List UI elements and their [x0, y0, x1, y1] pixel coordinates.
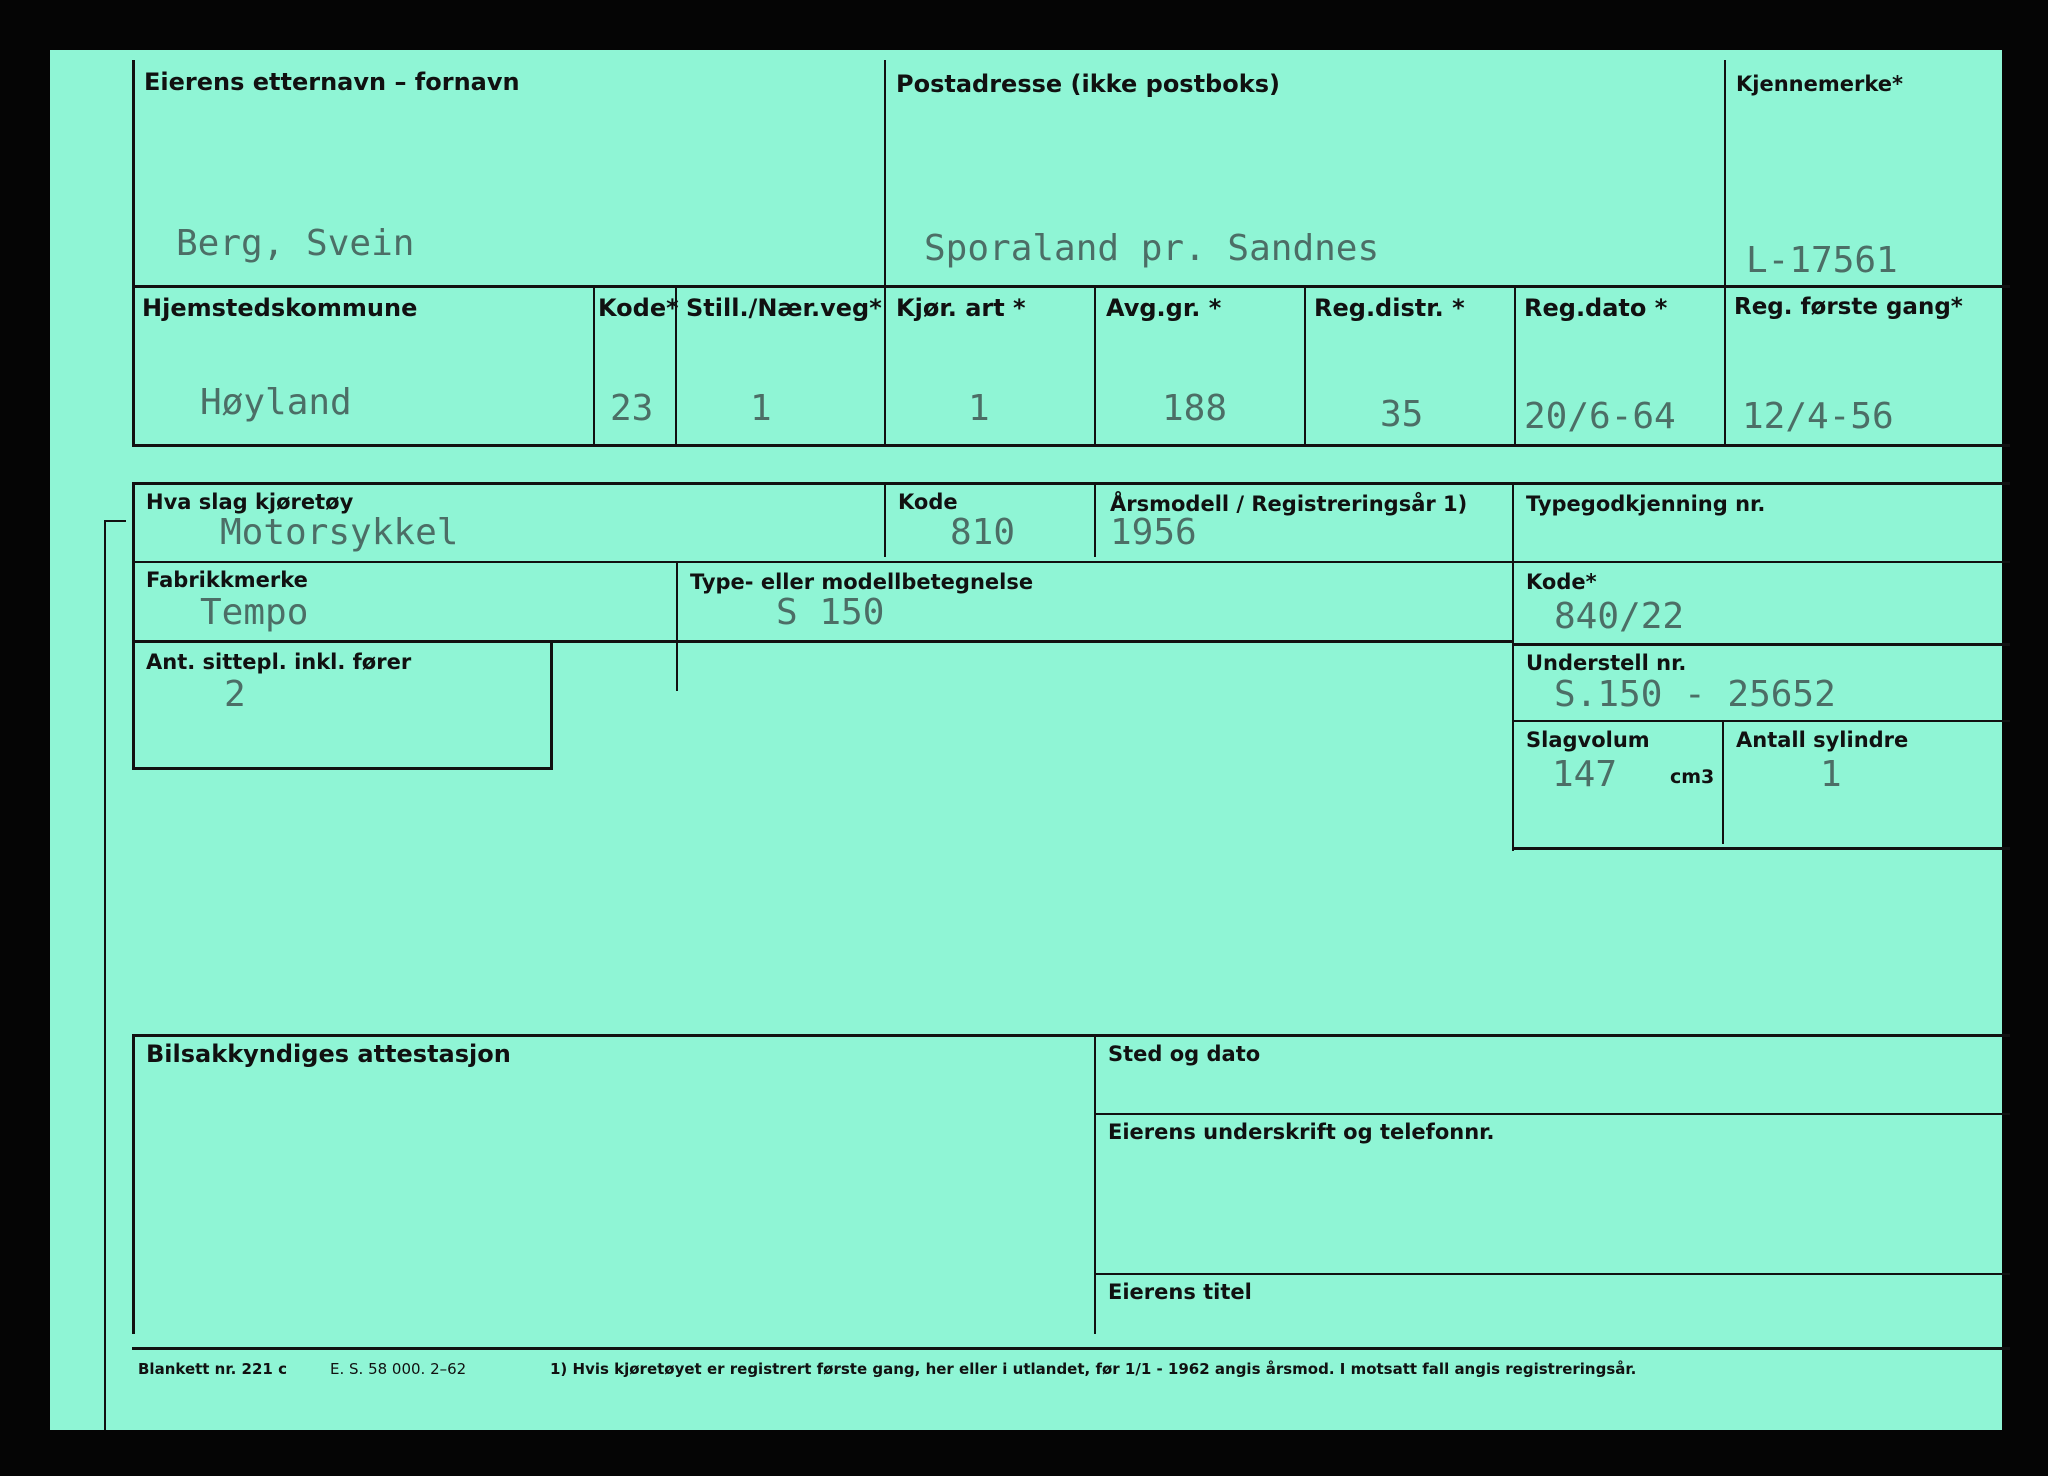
seats-value: 2: [224, 674, 246, 715]
divider: [884, 60, 886, 447]
reg-distr-value: 35: [1380, 394, 1424, 435]
divider: [132, 444, 2010, 447]
divider: [132, 60, 135, 447]
divider: [1096, 1273, 2010, 1275]
kjor-art-value: 1: [968, 388, 990, 429]
displacement-value: 147: [1552, 754, 1618, 795]
cm3-label: cm3: [1670, 766, 1715, 788]
plate-value: L-17561: [1746, 240, 1898, 281]
seats-label: Ant. sittepl. inkl. fører: [146, 650, 412, 674]
divider: [132, 561, 1512, 563]
divider: [1094, 287, 1096, 445]
type-approval-label: Typegodkjenning nr.: [1526, 492, 1766, 516]
divider: [132, 1347, 2010, 1350]
divider: [1724, 60, 1726, 447]
owner-title-label: Eierens titel: [1108, 1280, 1252, 1304]
vehicle-code-value: 810: [950, 512, 1016, 553]
attestation-label: Bilsakkyndiges attestasjon: [146, 1040, 511, 1068]
model-year-label: Årsmodell / Registreringsår 1): [1110, 492, 1468, 516]
postal-address-value: Sporaland pr. Sandnes: [924, 228, 1380, 269]
vehicle-code-label: Kode: [898, 490, 958, 514]
divider: [550, 643, 553, 770]
reg-forste-gang-label: Reg. første gang*: [1734, 294, 1963, 320]
postal-address-label: Postadresse (ikke postboks): [896, 70, 1280, 98]
divider: [1094, 485, 1096, 557]
divider: [1514, 287, 1516, 445]
divider: [132, 640, 1512, 643]
divider: [1512, 643, 2010, 646]
divider: [1096, 1113, 2010, 1115]
make-value: Tempo: [200, 592, 309, 633]
owner-name-value: Berg, Svein: [176, 223, 415, 264]
avg-gr-value: 188: [1162, 388, 1228, 429]
place-date-label: Sted og dato: [1108, 1042, 1261, 1066]
print-run: E. S. 58 000. 2–62: [330, 1360, 467, 1378]
signature-label: Eierens underskrift og telefonnr.: [1108, 1120, 1495, 1144]
divider: [593, 287, 595, 445]
vehicle-type-value: Motorsykkel: [220, 512, 459, 553]
model-designation-label: Type- eller modellbetegnelse: [690, 570, 1034, 594]
divider: [1512, 561, 2010, 563]
divider: [1722, 722, 1724, 844]
code-value: 23: [610, 388, 654, 429]
model-year-value: 1956: [1110, 512, 1197, 553]
divider: [132, 767, 553, 770]
cylinders-label: Antall sylindre: [1736, 728, 1909, 752]
divider: [1512, 720, 2010, 722]
still-naer-veg-value: 1: [750, 388, 772, 429]
displacement-label: Slagvolum: [1526, 728, 1650, 752]
form-number: Blankett nr. 221 c: [138, 1360, 287, 1378]
divider: [1094, 1037, 1096, 1334]
footnote: 1) Hvis kjøretøyet er registrert første gang, her eller i utlandet, før 1/1 - 1962 angis årsmod. I motsatt fall angis registreringsår.: [550, 1360, 1637, 1378]
still-naer-veg-label: Still./Nær.veg*: [686, 294, 882, 322]
chassis-value: S.150 - 25652: [1554, 674, 1836, 715]
reg-distr-label: Reg.distr. *: [1314, 294, 1465, 322]
chassis-label: Understell nr.: [1526, 651, 1687, 675]
reg-forste-gang-value: 12/4-56: [1742, 396, 1894, 437]
type-code-label: Kode*: [1526, 570, 1597, 594]
reg-dato-label: Reg.dato *: [1524, 294, 1668, 322]
municipality-value: Høyland: [200, 382, 352, 423]
avg-gr-label: Avg.gr. *: [1106, 294, 1222, 322]
divider: [132, 1034, 135, 1334]
municipality-label: Hjemstedskommune: [142, 294, 418, 322]
owner-name-label: Eierens etternavn – fornavn: [144, 68, 520, 96]
divider: [132, 1034, 2010, 1037]
divider: [132, 482, 135, 770]
divider: [132, 285, 2010, 288]
registration-card: [50, 50, 2002, 1430]
divider: [132, 482, 2010, 485]
vehicle-type-label: Hva slag kjøretøy: [146, 490, 354, 514]
cylinders-value: 1: [1820, 754, 1842, 795]
divider: [1512, 847, 2010, 850]
margin-line: [104, 520, 106, 1430]
model-designation-value: S 150: [776, 592, 885, 633]
divider: [676, 563, 678, 691]
plate-label: Kjennemerke*: [1736, 72, 1903, 96]
divider: [1304, 287, 1306, 445]
type-code-value: 840/22: [1554, 596, 1685, 637]
divider: [1512, 485, 1514, 851]
kjor-art-label: Kjør. art *: [896, 294, 1026, 322]
code-label: Kode*: [598, 294, 679, 322]
reg-dato-value: 20/6-64: [1524, 396, 1676, 437]
margin-line: [104, 520, 126, 522]
divider: [884, 485, 886, 557]
make-label: Fabrikkmerke: [146, 568, 308, 592]
